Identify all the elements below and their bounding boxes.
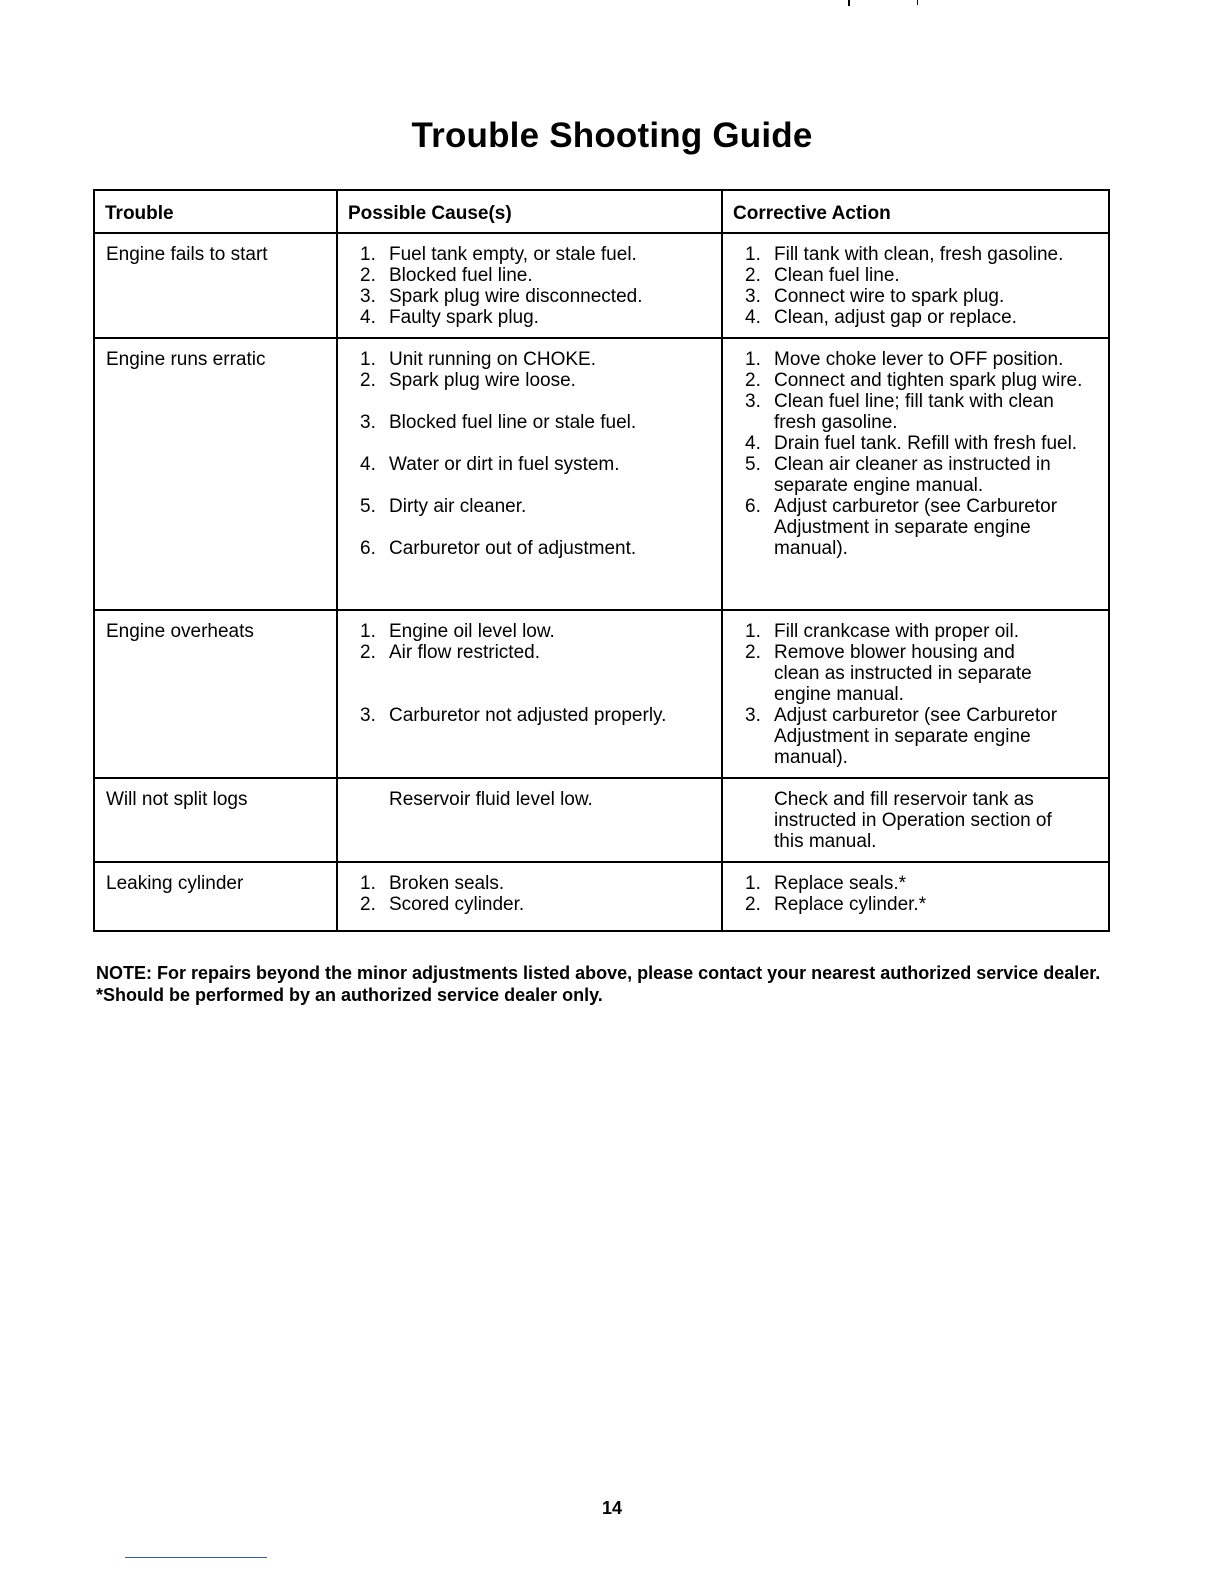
- item-number: 2.: [745, 894, 761, 915]
- item-number: 6.: [745, 496, 761, 517]
- item-text: Faulty spark plug.: [389, 307, 539, 328]
- list-item: [348, 496, 711, 517]
- item-number: 1.: [360, 349, 376, 370]
- list-item: [348, 705, 711, 726]
- item-text: Water or dirt in fuel system.: [389, 454, 620, 475]
- note-section: [96, 962, 1126, 1006]
- item-number: 4.: [360, 307, 376, 328]
- list-item: [733, 433, 1098, 454]
- list-item: [348, 412, 711, 433]
- item-text: Carburetor not adjusted properly.: [389, 705, 667, 726]
- item-number: 2.: [360, 265, 376, 286]
- item-text: Engine oil level low.: [389, 621, 555, 642]
- item-text: Clean, adjust gap or replace.: [774, 307, 1017, 328]
- list-item: [733, 265, 1098, 286]
- item-text: Remove blower housing and clean as instructed in separate engine manual.: [774, 642, 1032, 705]
- list-item: [733, 307, 1098, 328]
- item-text: Adjust carburetor (see Carburetor Adjustment in separate engine manual).: [774, 705, 1058, 768]
- item-number: 1.: [360, 244, 376, 265]
- list-item: [733, 349, 1098, 370]
- list-item: [733, 894, 1098, 915]
- bottom-rule: [125, 1557, 267, 1558]
- column-header-corrective-action: Corrective Action: [722, 190, 1109, 233]
- list-item: [733, 496, 1098, 559]
- note-text: NOTE: For repairs beyond the minor adjustments listed above, please contact your nearest authorized service dealer.: [96, 963, 1101, 983]
- trouble-cell: Engine overheats: [94, 610, 337, 778]
- item-text: Carburetor out of adjustment.: [389, 538, 637, 559]
- item-number: 2.: [745, 370, 761, 391]
- item-text: Clean fuel line; fill tank with clean fresh gasoline.: [774, 391, 1054, 433]
- list-item: [348, 370, 711, 391]
- item-number: 6.: [360, 538, 376, 559]
- list-item: [348, 307, 711, 328]
- table-row: [94, 233, 1109, 338]
- action-text: Check and fill reservoir tank as instructed in Operation section of this manual.: [774, 789, 1052, 852]
- item-text: Drain fuel tank. Refill with fresh fuel.: [774, 433, 1078, 454]
- item-text: Scored cylinder.: [389, 894, 525, 915]
- table-row: [94, 610, 1109, 778]
- item-number: 2.: [360, 642, 376, 663]
- trouble-cell: Engine fails to start: [94, 233, 337, 338]
- item-number: 1.: [745, 621, 761, 642]
- column-header-trouble: Trouble: [94, 190, 337, 233]
- item-number: 3.: [745, 391, 761, 412]
- item-text: Spark plug wire loose.: [389, 370, 576, 391]
- item-text: Connect and tighten spark plug wire.: [774, 370, 1083, 391]
- scan-mark: [848, 0, 850, 6]
- list-item: [733, 621, 1098, 642]
- trouble-cell: Leaking cylinder: [94, 862, 337, 931]
- item-text: Spark plug wire disconnected.: [389, 286, 643, 307]
- item-number: 5.: [745, 454, 761, 475]
- item-text: Clean fuel line.: [774, 265, 900, 286]
- actions-cell: [722, 233, 1109, 338]
- list-item: [733, 873, 1098, 894]
- item-number: 4.: [745, 307, 761, 328]
- item-text: Adjust carburetor (see Carburetor Adjustment in separate engine manual).: [774, 496, 1058, 559]
- trouble-cell: Engine runs erratic: [94, 338, 337, 610]
- table-row: [94, 338, 1109, 610]
- causes-cell: [337, 233, 722, 338]
- item-number: 1.: [745, 349, 761, 370]
- list-item: [348, 873, 711, 894]
- list-item: [733, 642, 1098, 705]
- item-number: 3.: [360, 286, 376, 307]
- cause-text: Reservoir fluid level low.: [389, 789, 593, 810]
- table-row: [94, 862, 1109, 931]
- causes-cell: [337, 778, 722, 862]
- item-number: 2.: [360, 894, 376, 915]
- actions-cell: [722, 338, 1109, 610]
- trouble-shooting-table: [93, 189, 1110, 932]
- causes-cell: [337, 338, 722, 610]
- item-number: 4.: [745, 433, 761, 454]
- item-text: Connect wire to spark plug.: [774, 286, 1005, 307]
- item-number: 3.: [360, 412, 376, 433]
- item-number: 2.: [745, 265, 761, 286]
- item-text: Replace seals.*: [774, 873, 907, 894]
- page-title: Trouble Shooting Guide: [411, 116, 813, 155]
- actions-cell: [722, 862, 1109, 931]
- list-item: [733, 244, 1098, 265]
- list-item: [733, 454, 1098, 496]
- item-number: 3.: [745, 705, 761, 726]
- column-header-possible-causes: Possible Cause(s): [337, 190, 722, 233]
- item-text: Move choke lever to OFF position.: [774, 349, 1064, 370]
- table-header-row: [94, 190, 1109, 233]
- list-item: [733, 370, 1098, 391]
- item-number: 3.: [360, 705, 376, 726]
- item-number: 2.: [745, 642, 761, 663]
- item-text: Unit running on CHOKE.: [389, 349, 596, 370]
- list-item: [348, 349, 711, 370]
- item-text: Broken seals.: [389, 873, 505, 894]
- list-item: [348, 286, 711, 307]
- item-number: 3.: [745, 286, 761, 307]
- list-item: [348, 538, 711, 559]
- list-item: [348, 642, 711, 663]
- item-number: 1.: [745, 244, 761, 265]
- item-text: Fill crankcase with proper oil.: [774, 621, 1019, 642]
- causes-cell: [337, 610, 722, 778]
- item-number: 4.: [360, 454, 376, 475]
- list-item: [733, 705, 1098, 768]
- item-text: Fuel tank empty, or stale fuel.: [389, 244, 637, 265]
- item-text: Blocked fuel line or stale fuel.: [389, 412, 637, 433]
- item-text: Clean air cleaner as instructed in separate engine manual.: [774, 454, 1051, 496]
- footnote-text: *Should be performed by an authorized service dealer only.: [96, 985, 603, 1005]
- item-number: 1.: [360, 873, 376, 894]
- item-text: Fill tank with clean, fresh gasoline.: [774, 244, 1064, 265]
- list-item: [348, 621, 711, 642]
- item-text: Blocked fuel line.: [389, 265, 533, 286]
- page-number: 14: [601, 1498, 623, 1518]
- causes-cell: [337, 862, 722, 931]
- list-item: [348, 894, 711, 915]
- item-number: 5.: [360, 496, 376, 517]
- item-text: Replace cylinder.*: [774, 894, 927, 915]
- list-item: [348, 265, 711, 286]
- item-text: Dirty air cleaner.: [389, 496, 527, 517]
- list-item: [733, 286, 1098, 307]
- trouble-cell: Will not split logs: [94, 778, 337, 862]
- table-row: [94, 778, 1109, 862]
- list-item: [733, 391, 1098, 433]
- item-number: 1.: [745, 873, 761, 894]
- list-item: [348, 244, 711, 265]
- item-number: 2.: [360, 370, 376, 391]
- item-number: 1.: [360, 621, 376, 642]
- actions-cell: [722, 610, 1109, 778]
- actions-cell: [722, 778, 1109, 862]
- list-item: [348, 454, 711, 475]
- item-text: Air flow restricted.: [389, 642, 540, 663]
- scan-mark: [917, 0, 918, 5]
